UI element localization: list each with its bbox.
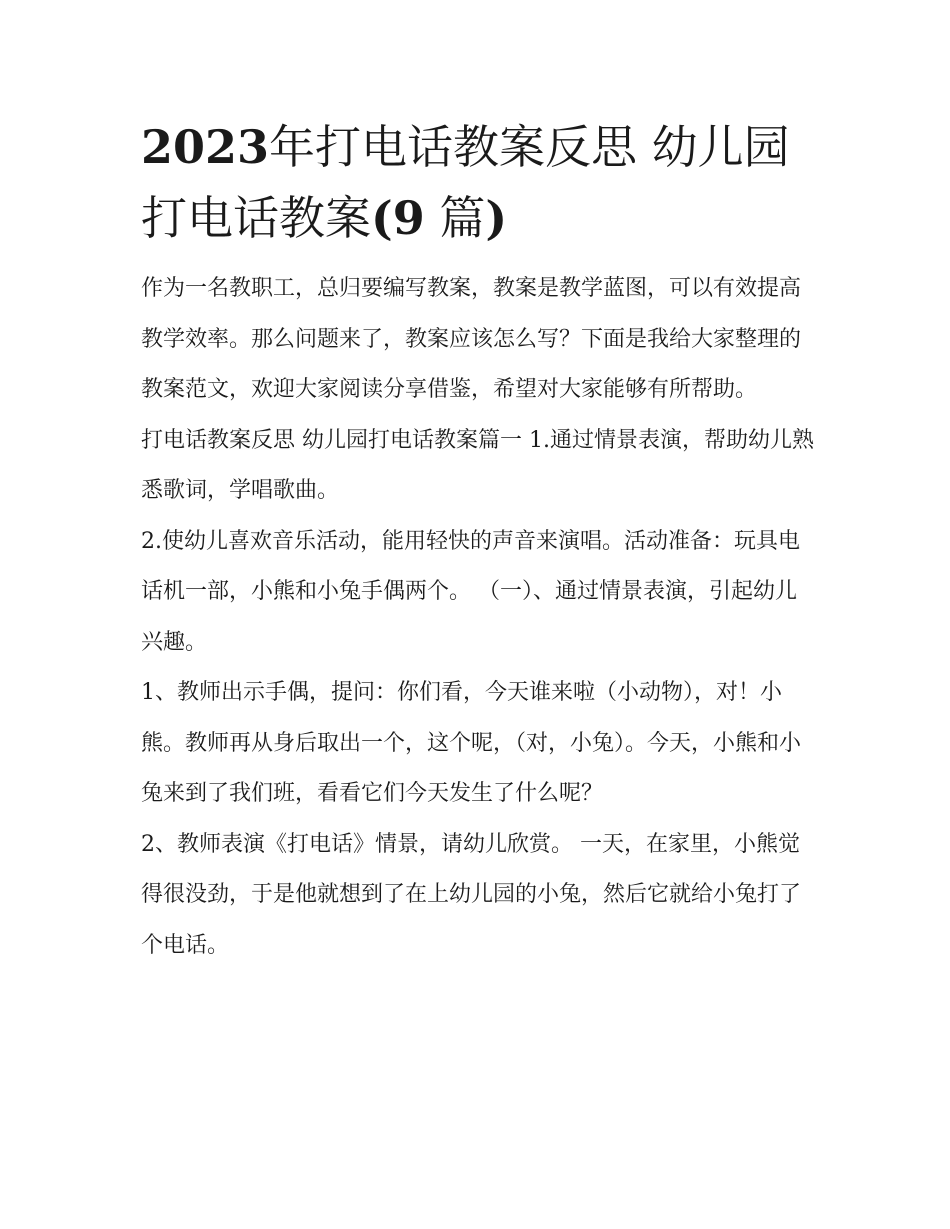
title-segment: (9 — [371, 191, 425, 245]
title-segment: 年打电话教案反思 幼儿园打电话教案 — [141, 120, 790, 245]
title-segment: 2023 — [141, 120, 270, 174]
paragraph-goal-two-and-preparation: 2.使幼儿喜欢音乐活动，能用轻快的声音来演唱。活动准备：玩具电话机一部，小熊和小兔手偶两个。 （一）、通过情景表演，引起幼儿兴趣。 — [141, 528, 800, 655]
paragraph-intro: 作为一名教职工，总归要编写教案，教案是教学蓝图，可以有效提高教学效率。那么问题来了，教案应该怎么写？下面是我给大家整理的教案范文，欢迎大家阅读分享借鉴，希望对大家能够有所帮助。 — [141, 276, 802, 402]
paragraph-step-two: 2、教师表演《打电话》情景，请幼儿欣赏。 一天，在家里，小熊觉得很没劲，于是他就想到了在上幼儿园的小兔，然后它就给小兔打了个电话。 — [141, 831, 802, 958]
document-title — [141, 112, 816, 254]
paragraph-step-one: 1、教师出示手偶，提问：你们看，今天谁来啦（小动物），对！小熊。教师再从身后取出一个，这个呢，（对，小兔）。今天，小熊和小兔来到了我们班，看看它们今天发生了什么呢？ — [141, 680, 802, 806]
title-segment: 篇 — [424, 191, 486, 245]
title-segment: ) — [485, 191, 508, 245]
document-body — [141, 112, 816, 971]
paragraph-section-one-goals: 打电话教案反思 幼儿园打电话教案篇一 1.通过情景表演，帮助幼儿熟悉歌词，学唱歌曲。 — [141, 427, 814, 503]
